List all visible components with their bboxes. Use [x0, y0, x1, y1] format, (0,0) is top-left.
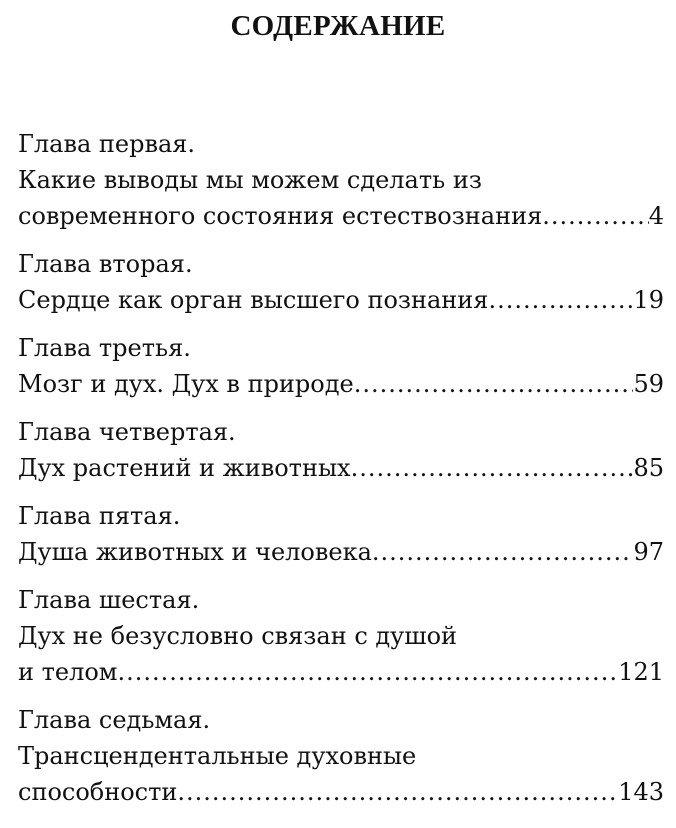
page-number: 143: [618, 778, 664, 806]
chapter-heading: Глава вторая.: [18, 250, 193, 278]
chapter-title-with-page: [18, 282, 664, 318]
chapter-title-text: Душа животных и человека: [18, 538, 372, 566]
chapter-heading: Глава первая.: [18, 130, 196, 158]
chapter-heading: Глава седьмая.: [18, 706, 211, 734]
page-number: 121: [618, 658, 664, 686]
chapter-title-text: и телом: [18, 658, 118, 686]
page-number: 59: [633, 370, 664, 398]
dot-leader: [488, 282, 633, 318]
toc-entry-5: [18, 498, 664, 570]
chapter-title-text: современного состояния естествознания: [18, 202, 543, 230]
dot-leader: [372, 534, 634, 570]
toc-entry-2: [18, 246, 664, 318]
dot-leader: [354, 366, 634, 402]
chapter-title-text: Сердце как орган высшего познания: [18, 286, 489, 314]
dot-leader: [177, 774, 618, 810]
chapter-title-text: способности: [18, 778, 178, 806]
dot-leader: [542, 198, 648, 234]
dot-leader: [351, 450, 634, 486]
chapter-title-with-page: [18, 450, 664, 486]
toc-entry-4: [18, 414, 664, 486]
chapter-title-with-page: [18, 198, 664, 234]
chapter-title-text: Мозг и дух. Дух в природе: [18, 370, 354, 398]
table-of-contents: [18, 126, 664, 822]
chapter-heading: Глава шестая.: [18, 586, 200, 614]
page-number: 97: [633, 538, 664, 566]
chapter-heading: Глава третья.: [18, 334, 191, 362]
page-number: 19: [633, 286, 664, 314]
chapter-title-line: Какие выводы мы можем сделать из: [18, 166, 482, 194]
toc-entry-1: [18, 126, 664, 234]
chapter-title-line: Дух не безусловно связан с душой: [18, 622, 458, 650]
toc-entry-6: [18, 582, 664, 690]
chapter-title-with-page: [18, 654, 664, 690]
chapter-title-with-page: [18, 534, 664, 570]
chapter-title-line: Трансцендентальные духовные: [18, 742, 417, 770]
chapter-title-text: Дух растений и животных: [18, 454, 351, 482]
chapter-title-with-page: [18, 774, 664, 810]
page-number: 4: [648, 202, 664, 230]
page-title: СОДЕРЖАНИЕ: [230, 10, 446, 42]
toc-entry-3: [18, 330, 664, 402]
dot-leader: [117, 654, 618, 690]
page-number: 85: [633, 454, 664, 482]
chapter-heading: Глава пятая.: [18, 502, 181, 530]
toc-entry-7: [18, 702, 664, 810]
chapter-title-with-page: [18, 366, 664, 402]
chapter-heading: Глава четвертая.: [18, 418, 236, 446]
